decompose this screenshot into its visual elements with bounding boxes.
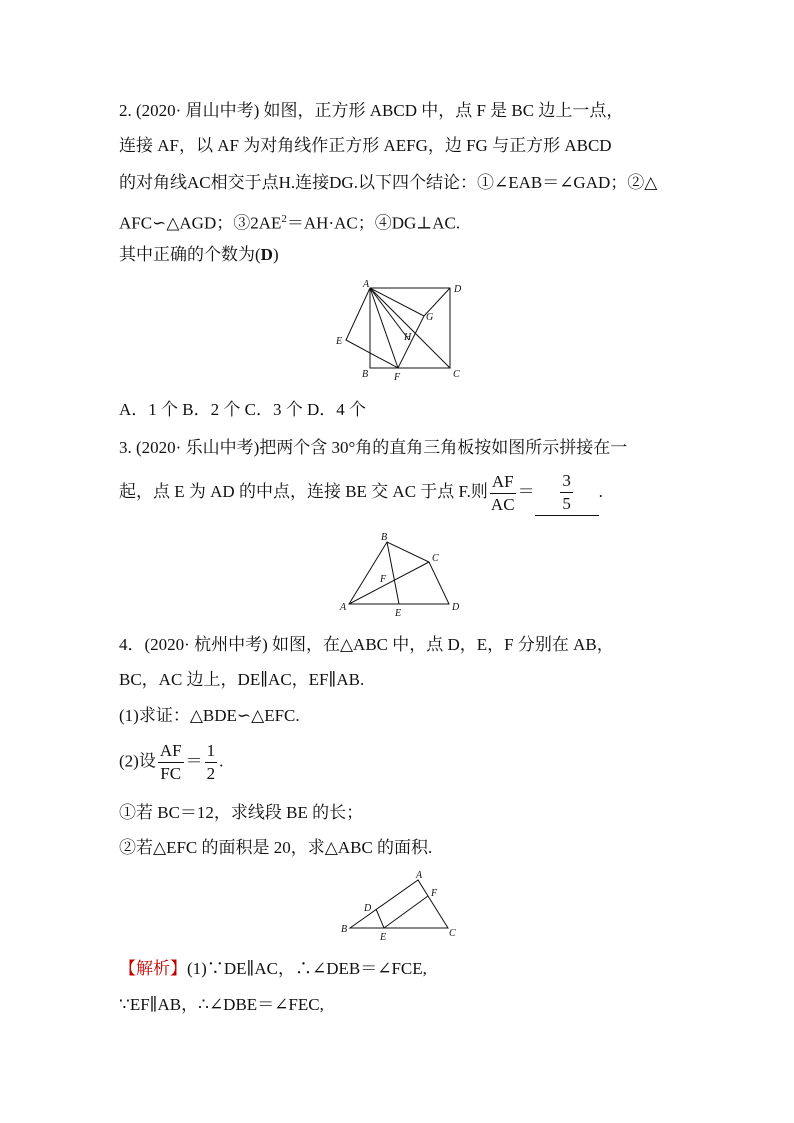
q3-quad-abcd [349,542,449,604]
q4-line-3: (1)求证：△BDE∽△EFC. [119,706,300,725]
q3-line-ac [349,562,429,604]
solution-line-2: ∵EF∥AB，∴∠DBE＝∠FEC, [119,995,324,1014]
q2-label-h: H [404,332,412,343]
q3-line-2-pre: 起，点 E 为 AD 的中点，连接 BE 交 AC 于点 F.则 [119,481,488,501]
q4-value-fraction [205,740,218,785]
q2-line-5 [119,244,279,266]
q2-line-4-sup: 2 [281,213,287,225]
q4-line-2: BC，AC 边上，DE∥AC，EF∥AB. [119,670,365,689]
q3-line-1: 3. (2020· 乐山中考)把两个含 30°角的直角三角板按如图所示拼接在一 [119,438,628,457]
q2-label-g: G [426,312,434,323]
q3-label-a: A [340,602,347,613]
q4-end: . [219,751,224,771]
q3-figure [335,528,465,618]
q4-label-f: F [431,888,438,899]
q3-fraction [490,471,516,516]
q2-line-ac [370,288,450,368]
q2-question-text: 其中正确的个数为( [119,245,261,264]
q4-line-de [376,909,384,928]
q3-end: . [598,481,603,501]
q2-line-1: 2. (2020· 眉山中考) 如图，正方形 ABCD 中，点 F 是 BC 边上一点， [119,101,624,120]
q3-label-c: C [432,553,439,564]
q2-answer: D [260,245,273,264]
q4-label-b: B [341,924,348,935]
q2-line-4 [119,208,460,235]
q4-line-4 [119,740,223,785]
solution-text-1: (1)∵DE∥AC，∴∠DEB＝∠FCE, [187,959,427,978]
q4-line-4-pre: (2)设 [119,751,156,771]
q4-line-5: ①若 BC＝12，求线段 BE 的长； [119,803,364,822]
solution-tag: 【解析】 [119,959,187,978]
q2-label-c: C [453,369,460,380]
q3-line-be [387,542,399,604]
q2-label-a: A [363,279,370,290]
q4-fraction [158,740,184,785]
q2-line-3: 的对角线AC相交于点H.连接DG.以下四个结论：①∠EAB＝∠GAD；②△ [119,173,658,192]
q3-answer-fraction [560,470,573,515]
q2-line-4-post: ＝AH·AC；④DG⊥AC. [286,213,461,233]
q2-line-2: 连接 AF，以 AF 为对角线作正方形 AEFG，边 FG 与正方形 ABCD [119,136,612,155]
q2-options: A．1 个 B．2 个 C．3 个 D．4 个 [119,400,366,419]
q2-label-f: F [394,372,401,383]
q4-label-c: C [449,928,456,939]
q4-label-a: A [416,870,423,881]
q4-figure [336,868,466,943]
q4-equals: ＝ [185,751,203,771]
q3-frac-den: AC [490,494,515,514]
q4-frac-num: AF [158,740,184,763]
q4-line-6: ②若△EFC 的面积是 20，求△ABC 的面积. [119,838,433,857]
q4-label-d: D [364,903,372,914]
q4-value-num: 1 [205,740,218,763]
q4-label-e: E [380,932,387,943]
q3-answer-den: 5 [562,494,571,513]
q4-line-1: 4．(2020· 杭州中考) 如图，在△ABC 中，点 D，E，F 分别在 AB， [119,635,614,654]
q3-answer-num: 3 [560,470,573,493]
q3-equals: ＝ [517,481,535,501]
q2-label-b: B [362,369,369,380]
q3-label-f: F [380,574,387,585]
q2-figure [330,278,470,386]
q3-label-d: D [452,602,460,613]
q2-line-4-pre: AFC∽△AGD；③2AE [119,213,282,233]
q4-line-ef [384,896,428,928]
q2-square-aefg [346,288,424,368]
q3-label-b: B [381,532,388,543]
q3-line-2 [119,470,603,516]
q4-frac-den: FC [160,764,182,783]
q2-label-d: D [454,284,462,295]
q3-label-e: E [395,608,402,618]
q3-answer-blank [535,470,599,516]
solution-line-1 [119,958,427,980]
q2-label-e: E [336,336,343,347]
q3-frac-num: AF [490,471,516,494]
q4-value-den: 2 [206,764,216,783]
q2-close-paren: ) [272,245,279,264]
